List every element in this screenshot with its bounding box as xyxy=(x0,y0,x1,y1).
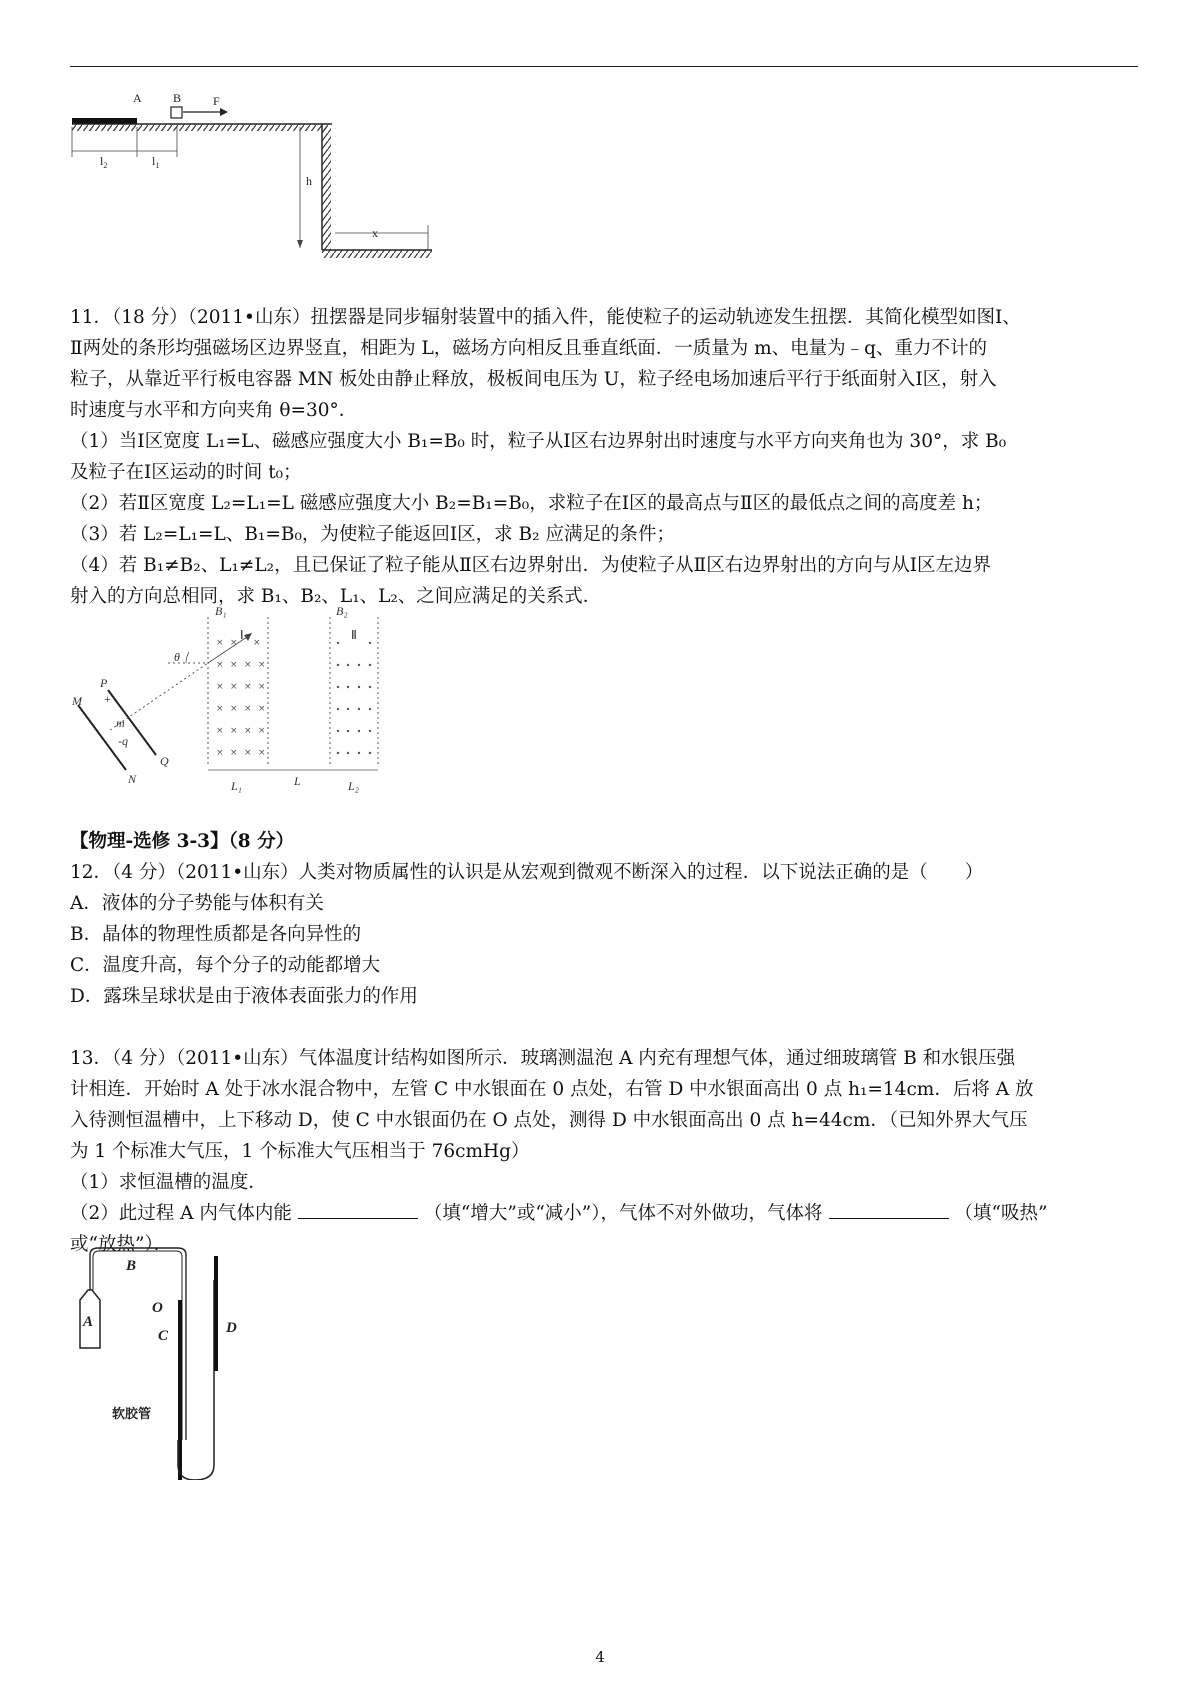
label-l1: $l_1$ xyxy=(152,154,160,170)
svg-text:×: × xyxy=(230,638,238,648)
q11-part-1: （1）当Ⅰ区宽度 L₁=L、磁感应强度大小 B₁=B₀ 时，粒子从Ⅰ区右边界射出时速度与水平方向夹角也为 30°，求 B₀ xyxy=(70,431,1007,452)
q11-line-1: 11．（18 分）（2011•山东）扭摆器是同步辐射装置中的插入件，能使粒子的运动轨迹发生扭摆．其简化模型如图Ⅰ、 xyxy=(70,307,1021,328)
q13-part-2b: 或“放热”）． xyxy=(70,1234,173,1255)
svg-text:×: × xyxy=(258,726,266,736)
label-Q: Q xyxy=(160,754,169,768)
svg-text:×: × xyxy=(230,682,238,692)
svg-text:×: × xyxy=(216,638,224,648)
svg-text:×: × xyxy=(230,748,238,758)
label-h: h xyxy=(306,174,312,188)
question-11 xyxy=(70,302,1138,612)
section-heading: 【物理-选修 3-3】（8 分） xyxy=(70,831,295,852)
label-region-I: Ⅰ xyxy=(240,628,244,642)
label-plus: + xyxy=(104,692,111,706)
svg-text:×: × xyxy=(244,726,252,736)
svg-text:×: × xyxy=(216,660,224,670)
label-P: P xyxy=(100,676,108,690)
label-N: N xyxy=(128,772,137,786)
label-A: A xyxy=(133,91,142,105)
svg-text:×: × xyxy=(230,726,238,736)
q11-part-3: （3）若 L₂=L₁=L、B₁=B₀，为使粒子能返回Ⅰ区，求 B₂ 应满足的条件； xyxy=(70,524,675,545)
svg-text:×: × xyxy=(216,704,224,714)
svg-text:×: × xyxy=(258,660,266,670)
q13-line-3: 入待测恒温槽中，上下移动 D，使 C 中水银面仍在 O 点处，测得 D 中水银面高出 0 点 h=44cm．（已知外界大气压 xyxy=(70,1110,1028,1131)
label-F: F xyxy=(213,94,220,108)
q11-line-2: Ⅱ两处的条形均强磁场区边界竖直，相距为 L，磁场方向相反且垂直纸面．一质量为 m、电量为﹣q、重力不计的 xyxy=(70,338,988,359)
label-L: L xyxy=(294,774,301,788)
label-x: x xyxy=(372,226,378,240)
svg-text:×: × xyxy=(216,748,224,758)
label-B2: B₂ xyxy=(336,605,348,618)
figure-block-magnetic xyxy=(68,605,418,805)
label-m: m xyxy=(116,716,125,730)
svg-text:×: × xyxy=(244,682,252,692)
q12-stem: 12．（4 分）（2011•山东）人类对物质属性的认识是从宏观到微观不断深入的过程．以下说法正确的是（ ） xyxy=(70,862,984,883)
q13-line-4: 为 1 个标准大气压，1 个标准大气压相当于 76cmHg） xyxy=(70,1141,530,1162)
answer-blank-1[interactable] xyxy=(298,1198,418,1219)
svg-text:×: × xyxy=(230,704,238,714)
q13-part-2: （2）此过程 A 内气体内能 （填“增大”或“减小”），气体不对外做功，气体将 （填“吸热” xyxy=(70,1198,1138,1229)
q13-line-1: 13．（4 分）（2011•山东）气体温度计结构如图所示．玻璃测温泡 A 内充有理想气体，通过细玻璃管 B 和水银压强 xyxy=(70,1048,1016,1069)
svg-text:×: × xyxy=(258,704,266,714)
svg-text:×: × xyxy=(258,748,266,758)
label-theta: θ xyxy=(174,650,180,664)
header-rule xyxy=(70,66,1138,67)
label-C: C xyxy=(158,1328,169,1344)
svg-text:×: × xyxy=(216,682,224,692)
q12-option-d: D．露珠呈球状是由于液体表面张力的作用 xyxy=(70,986,418,1007)
label-O: O xyxy=(152,1300,163,1316)
q12-option-c: C．温度升高，每个分子的动能都增大 xyxy=(70,955,381,976)
q13-part-1: （1）求恒温槽的温度． xyxy=(70,1172,267,1193)
figure-block-thermometer xyxy=(70,1240,270,1480)
q13-line-2: 计相连．开始时 A 处于冰水混合物中，左管 C 中水银面在 0 点处，右管 D 中水银面高出 0 点 h₁=14cm．后将 A 放 xyxy=(70,1079,1034,1100)
q12-option-a: A．液体的分子势能与体积有关 xyxy=(70,893,324,914)
label-hose: 软胶管 xyxy=(112,1407,152,1422)
label-l2: $l_2$ xyxy=(100,154,108,170)
label-A: A xyxy=(83,1314,94,1330)
svg-text:×: × xyxy=(258,682,266,692)
section-and-questions xyxy=(70,826,1138,1260)
q12-option-b: B．晶体的物理性质都是各向异性的 xyxy=(70,924,362,945)
svg-text:×: × xyxy=(244,660,252,670)
svg-text:×: × xyxy=(253,638,261,648)
q11-line-4: 时速度与水平和方向夹角 θ=30°． xyxy=(70,400,358,421)
label-B: B xyxy=(173,91,182,105)
svg-text:×: × xyxy=(230,660,238,670)
label-B1: B₁ xyxy=(215,605,227,618)
svg-text:×: × xyxy=(244,748,252,758)
q11-part-2: （2）若Ⅱ区宽度 L₂=L₁=L 磁感应强度大小 B₂=B₁=B₀，求粒子在Ⅰ区的最高点与Ⅱ区的最低点之间的高度差 h； xyxy=(70,493,993,514)
q11-line-3: 粒子，从靠近平行板电容器 MN 板处由静止释放，极板间电压为 U，粒子经电场加速后平行于纸面射入Ⅰ区，射入 xyxy=(70,369,997,390)
label-L1: L₁ xyxy=(231,779,242,793)
label-B: B xyxy=(126,1258,137,1274)
q11-part-4: （4）若 B₁≠B₂、L₁≠L₂，且已保证了粒子能从Ⅱ区右边界射出．为使粒子从Ⅱ区右边界射出的方向与从Ⅰ区左边界 xyxy=(70,555,992,576)
page-number: 4 xyxy=(595,1648,605,1666)
label-L2: L₂ xyxy=(348,779,359,793)
answer-blank-2[interactable] xyxy=(829,1198,949,1219)
label-region-II: Ⅱ xyxy=(351,628,357,642)
svg-text:×: × xyxy=(244,704,252,714)
svg-text:×: × xyxy=(216,726,224,736)
label-M: M xyxy=(72,694,82,708)
label-q: -q xyxy=(118,734,128,748)
figure-block-slope xyxy=(70,85,470,280)
label-D: D xyxy=(226,1320,237,1336)
q11-part-4b: 射入的方向总相同，求 B₁、B₂、L₁、L₂、之间应满足的关系式． xyxy=(70,586,602,607)
q11-part-1b: 及粒子在Ⅰ区运动的时间 t₀； xyxy=(70,462,302,483)
